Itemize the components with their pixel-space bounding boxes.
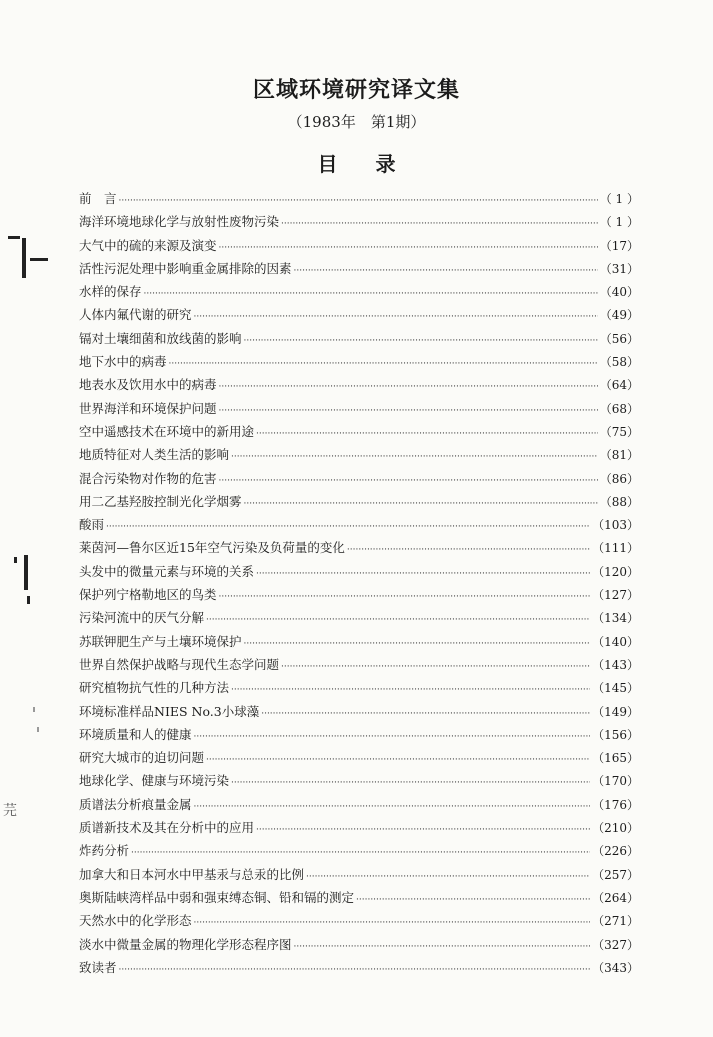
toc-leader-dots — [231, 778, 590, 788]
toc-leader-dots — [206, 615, 590, 625]
toc-leader-dots — [169, 359, 598, 369]
toc-entry-title: 苏联钾肥生产与土壤环境保护 — [79, 633, 242, 649]
toc-entry-title: 酸雨 — [79, 517, 105, 533]
toc-entry-title: 前 言 — [79, 191, 117, 206]
toc-entry-title: 地表水及饮用水中的病毒 — [79, 377, 217, 393]
toc-entry — [79, 585, 639, 608]
toc-entry-page: （56） — [599, 331, 639, 346]
toc-entry-page: （165） — [592, 751, 639, 766]
toc-entry — [79, 818, 639, 841]
toc-entry-title: 污染河流中的厌气分解 — [79, 610, 205, 626]
toc-entry — [79, 492, 639, 515]
toc-leader-dots — [106, 522, 590, 532]
toc-entry — [79, 399, 639, 422]
toc-leader-dots — [219, 592, 591, 602]
toc-entry-page: （343） — [592, 960, 639, 975]
toc-entry-title: 地下水中的病毒 — [79, 354, 167, 370]
toc-leader-dots — [356, 895, 590, 905]
toc-entry-title: 环境标准样品NIES No.3小球藻 — [79, 703, 260, 719]
toc-entry — [79, 888, 639, 911]
toc-entry — [79, 329, 639, 352]
toc-entry-title: 海洋环境地球化学与放射性废物污染 — [79, 214, 280, 230]
book-title: 区域环境研究译文集 — [252, 77, 460, 103]
toc-leader-dots — [194, 312, 598, 322]
toc-entry-page: （88） — [599, 494, 639, 509]
toc-leader-dots — [131, 848, 590, 858]
toc-entry-title: 加拿大和日本河水中甲基汞与总汞的比例 — [79, 866, 305, 882]
toc-entry — [79, 725, 639, 748]
scan-mark — [37, 727, 39, 732]
toc-entry-title: 混合污染物对作物的危害 — [79, 470, 217, 486]
toc-entry — [79, 795, 639, 818]
toc-entry-page: （49） — [599, 308, 639, 323]
scan-mark — [22, 238, 26, 278]
toc-entry-page: （127） — [592, 588, 639, 603]
toc-entry-page: （327） — [592, 937, 639, 952]
toc-entry-page: （40） — [599, 285, 639, 300]
toc-entry-title: 世界海洋和环境保护问题 — [79, 400, 217, 416]
scan-mark — [33, 707, 35, 712]
toc-leader-dots — [256, 429, 598, 439]
toc-entry — [79, 748, 639, 771]
toc-entry — [79, 841, 639, 864]
toc-entry-title: 世界自然保护战略与现代生态学问题 — [79, 656, 280, 672]
toc-entry — [79, 282, 639, 305]
toc-leader-dots — [256, 825, 590, 835]
toc-entry-page: （226） — [592, 844, 639, 859]
toc-entry-page: （143） — [592, 657, 639, 672]
toc-entry — [79, 259, 639, 282]
toc-leader-dots — [244, 639, 591, 649]
toc-entry-page: （111） — [592, 541, 639, 556]
toc-leader-dots — [347, 545, 590, 555]
toc-leader-dots — [256, 569, 590, 579]
toc-entry-title: 大气中的硫的来源及演变 — [79, 237, 217, 253]
toc-entry-title: 用二乙基羟胺控制光化学烟雾 — [79, 493, 242, 509]
toc-entry — [79, 771, 639, 794]
toc-entry — [79, 702, 639, 725]
scan-mark — [24, 555, 28, 590]
toc-entry — [79, 655, 639, 678]
toc-entry-title: 奥斯陆峡湾样品中弱和强束缚态铜、铅和镉的测定 — [79, 889, 355, 905]
toc-entry — [79, 608, 639, 631]
toc-leader-dots — [119, 196, 598, 206]
toc-leader-dots — [206, 755, 590, 765]
toc-entry-page: （140） — [592, 634, 639, 649]
toc-entry-page: （145） — [592, 681, 639, 696]
toc-entry-title: 头发中的微量元素与环境的关系 — [79, 563, 255, 579]
toc-entry-title: 水样的保存 — [79, 284, 142, 300]
toc-leader-dots — [119, 965, 591, 975]
toc-entry-title: 活性污泥处理中影响重金属排除的因素 — [79, 260, 292, 276]
toc-leader-dots — [219, 382, 598, 392]
scan-mark — [14, 557, 17, 563]
toc-entry-title: 质谱新技术及其在分析中的应用 — [79, 820, 255, 836]
toc-entry — [79, 865, 639, 888]
contents-heading-text: 目录 — [317, 152, 434, 176]
toc-entry-title: 镉对土壤细菌和放线菌的影响 — [79, 330, 242, 346]
toc-entry-page: （75） — [599, 424, 639, 439]
toc-entry-title: 环境质量和人的健康 — [79, 726, 192, 742]
toc-entry-title: 人体内氟代谢的研究 — [79, 307, 192, 323]
toc-entry-title: 淡水中微量金属的物理化学形态程序图 — [79, 936, 292, 952]
toc-leader-dots — [281, 219, 598, 229]
scan-mark — [30, 258, 48, 261]
toc-leader-dots — [294, 266, 598, 276]
toc-entry — [79, 189, 639, 212]
toc-leader-dots — [261, 709, 590, 719]
toc-entry-page: （210） — [592, 821, 639, 836]
issue-line: （1983年 第1期） — [287, 113, 426, 131]
toc-entry-page: （64） — [599, 378, 639, 393]
toc-leader-dots — [194, 918, 591, 928]
toc-entry-page: （264） — [592, 890, 639, 905]
toc-entry — [79, 375, 639, 398]
toc-entry-page: （ 1 ） — [599, 192, 639, 206]
toc-entry — [79, 515, 639, 538]
toc-entry — [79, 678, 639, 701]
toc-entry — [79, 562, 639, 585]
toc-entry-title: 天然水中的化学形态 — [79, 913, 192, 929]
toc-entry-page: （17） — [599, 238, 639, 253]
toc-leader-dots — [231, 452, 598, 462]
toc-entry-page: （103） — [592, 518, 639, 533]
toc-entry — [79, 422, 639, 445]
toc-entry-page: （31） — [599, 261, 639, 276]
toc-entry — [79, 935, 639, 958]
toc-leader-dots — [231, 685, 590, 695]
toc-entry — [79, 236, 639, 259]
toc-entry-title: 地质特征对人类生活的影响 — [79, 447, 230, 463]
contents-heading — [0, 148, 713, 177]
toc-entry — [79, 911, 639, 934]
toc-leader-dots — [194, 802, 591, 812]
toc-entry — [79, 469, 639, 492]
table-of-contents — [79, 189, 639, 981]
toc-leader-dots — [219, 243, 598, 253]
toc-leader-dots — [194, 732, 591, 742]
toc-leader-dots — [294, 942, 591, 952]
scan-mark — [27, 596, 30, 604]
toc-entry — [79, 305, 639, 328]
toc-entry-page: （ 1 ） — [599, 215, 639, 230]
toc-leader-dots — [144, 289, 598, 299]
margin-character: 芫 — [3, 803, 17, 819]
toc-entry-title: 空中遥感技术在环境中的新用途 — [79, 423, 255, 439]
toc-entry-page: （81） — [599, 448, 639, 463]
toc-entry-title: 地球化学、健康与环境污染 — [79, 773, 230, 789]
toc-entry-page: （86） — [599, 471, 639, 486]
toc-leader-dots — [219, 476, 598, 486]
toc-entry-title: 保护列宁格勒地区的鸟类 — [79, 587, 217, 603]
scan-mark — [8, 236, 20, 239]
toc-entry-page: （149） — [592, 704, 639, 719]
toc-leader-dots — [244, 499, 598, 509]
toc-entry-page: （170） — [592, 774, 639, 789]
toc-entry-page: （134） — [592, 611, 639, 626]
toc-entry — [79, 212, 639, 235]
toc-entry — [79, 538, 639, 561]
toc-entry-page: （68） — [599, 401, 639, 416]
toc-leader-dots — [306, 872, 590, 882]
toc-entry-title: 莱茵河—鲁尔区近15年空气污染及负荷量的变化 — [79, 540, 345, 556]
toc-entry — [79, 632, 639, 655]
toc-entry-page: （120） — [592, 564, 639, 579]
toc-entry-title: 研究植物抗气性的几种方法 — [79, 680, 230, 696]
toc-entry — [79, 958, 639, 981]
toc-entry-title: 研究大城市的迫切问题 — [79, 750, 205, 766]
toc-entry-page: （156） — [592, 727, 639, 742]
toc-entry-page: （271） — [592, 914, 639, 929]
toc-leader-dots — [244, 336, 598, 346]
toc-entry-title: 质谱法分析痕量金属 — [79, 796, 192, 812]
toc-entry-page: （257） — [592, 867, 639, 882]
toc-leader-dots — [281, 662, 590, 672]
toc-entry — [79, 445, 639, 468]
toc-entry-page: （176） — [592, 797, 639, 812]
toc-leader-dots — [219, 406, 598, 416]
toc-entry-title: 致读者 — [79, 959, 117, 975]
toc-entry-title: 炸药分析 — [79, 843, 130, 859]
toc-entry-page: （58） — [599, 355, 639, 370]
toc-entry — [79, 352, 639, 375]
